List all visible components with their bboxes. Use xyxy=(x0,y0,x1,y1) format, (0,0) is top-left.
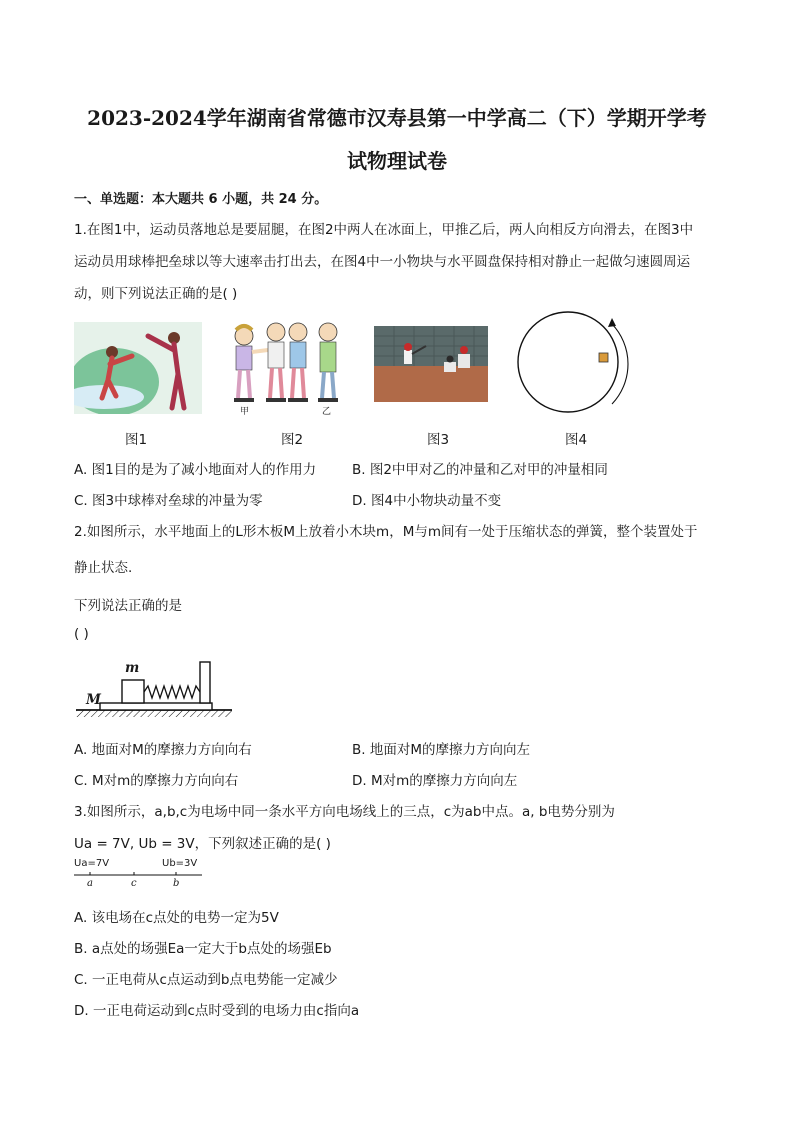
q3-option-b[interactable]: B. a点处的场强Ea一定大于b点处的场强Eb xyxy=(74,941,332,957)
q1-option-b[interactable]: B. 图2中甲对乙的冲量和乙对甲的冲量相同 xyxy=(352,462,608,478)
q1-caption-figure2: 图2 xyxy=(280,432,304,448)
section-heading: 一、单选题：本大题共 6 小题，共 24 分。 xyxy=(74,192,328,207)
q2-option-a[interactable]: A. 地面对M的摩擦力方向向右 xyxy=(74,742,252,758)
q1-figure3-baseball xyxy=(374,326,488,402)
q3-figure-label-ua: Ua=7V xyxy=(74,858,110,869)
q1-figure1-gymnast xyxy=(74,322,202,414)
q2-answer-brackets: ( ) xyxy=(74,626,89,642)
q1-stem-line2: 运动员用球棒把垒球以等大速率击打出去，在图4中一小物块与水平圆盘保持相对静止一起做匀速圆周运 xyxy=(74,254,691,270)
q2-option-b[interactable]: B. 地面对M的摩擦力方向向左 xyxy=(352,742,530,758)
q3-option-a[interactable]: A. 该电场在c点处的电势一定为5V xyxy=(74,910,279,926)
q2-figure-label-m: m xyxy=(125,660,140,676)
q2-figure-label-M: M xyxy=(86,692,101,708)
q2-stem-line3: 下列说法正确的是 xyxy=(74,598,182,614)
q3-figure-label-a: a xyxy=(87,878,93,889)
q3-stem-line1: 3.如图所示，a,b,c为电场中同一条水平方向电场线上的三点，c为ab中点。a, b电势分别为 xyxy=(74,804,615,820)
q2-stem-line1: 2.如图所示，水平地面上的L形木板M上放着小木块m，M与m间有一处于压缩状态的弹簧，整个装置处于 xyxy=(74,524,698,540)
q1-figure2-skaters xyxy=(226,320,346,416)
q1-caption-figure1: 图1 xyxy=(124,432,148,448)
q2-stem-line2: 静止状态. xyxy=(74,560,133,576)
q3-figure-label-c: c xyxy=(131,878,137,889)
q1-option-c[interactable]: C. 图3中球棒对垒球的冲量为零 xyxy=(74,493,263,509)
q3-stem-line2: Ua = 7V, Ub = 3V，下列叙述正确的是( ) xyxy=(74,836,331,852)
q3-option-c[interactable]: C. 一正电荷从c点运动到b点电势能一定减少 xyxy=(74,972,338,988)
q3-field-line xyxy=(74,872,204,880)
q2-option-c[interactable]: C. M对m的摩擦力方向向右 xyxy=(74,773,239,789)
q1-caption-figure3: 图3 xyxy=(426,432,450,448)
exam-title-line1: 2023-2024学年湖南省常德市汉寿县第一中学高二（下）学期开学考 xyxy=(87,106,707,130)
q1-figure2-label-yi: 乙 xyxy=(322,407,332,417)
q3-figure-label-b: b xyxy=(173,878,180,889)
q2-option-d[interactable]: D. M对m的摩擦力方向向左 xyxy=(352,773,518,789)
q1-caption-figure4: 图4 xyxy=(564,432,588,448)
q3-option-d[interactable]: D. 一正电荷运动到c点时受到的电场力由c指向a xyxy=(74,1003,360,1019)
q1-option-a[interactable]: A. 图1目的是为了减小地面对人的作用力 xyxy=(74,462,317,478)
q3-figure-label-ub: Ub=3V xyxy=(162,858,198,869)
q1-option-d[interactable]: D. 图4中小物块动量不变 xyxy=(352,493,502,509)
q1-stem-line3: 动，则下列说法正确的是( ) xyxy=(74,286,238,302)
exam-title-line2: 试物理试卷 xyxy=(347,149,447,173)
q1-figure4-rotating-disc xyxy=(514,308,634,416)
q2-figure-board-spring xyxy=(74,656,234,720)
q3-figure-field-line xyxy=(74,858,204,892)
q1-figure2-label-jia: 甲 xyxy=(240,407,250,417)
q1-stem-line1: 1.在图1中，运动员落地总是要屈腿，在图2中两人在冰面上，甲推乙后，两人向相反方向滑去，在图3中 xyxy=(74,222,694,238)
